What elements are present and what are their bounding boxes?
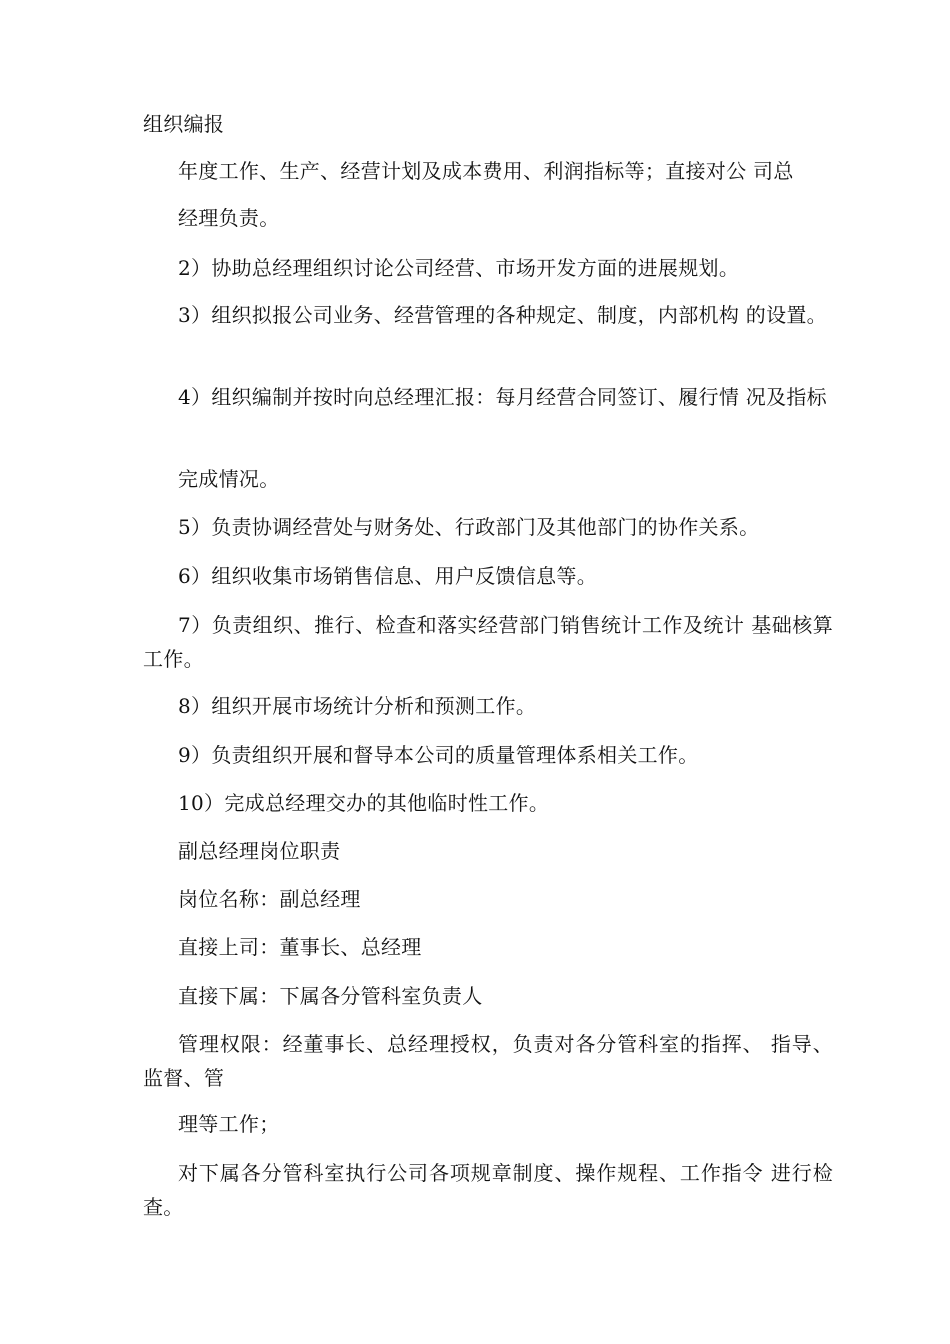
list-item: 6）组织收集市场销售信息、用户反馈信息等。 <box>178 564 598 588</box>
paragraph-line: 年度工作、生产、经营计划及成本费用、利润指标等；直接对公 司总 <box>178 159 794 183</box>
paragraph-line: 管理权限：经董事长、总经理授权，负责对各分管科室的指挥、 指导、监督、管 <box>143 1032 833 1090</box>
paragraph-line: 直接上司：董事长、总经理 <box>178 935 422 959</box>
paragraph-line: 经理负责。 <box>178 206 280 230</box>
list-item: 5）负责协调经营处与财务处、行政部门及其他部门的协作关系。 <box>178 515 760 539</box>
paragraph-line: 对下属各分管科室执行公司各项规章制度、操作规程、工作指令 进行检查。 <box>143 1161 833 1219</box>
paragraph-line: 完成情况。 <box>178 467 280 491</box>
paragraph-line: 岗位名称：副总经理 <box>178 887 361 911</box>
list-item: 2）协助总经理组织讨论公司经营、市场开发方面的进展规划。 <box>178 256 740 280</box>
paragraph-line: 直接下属：下属各分管科室负责人 <box>178 984 483 1008</box>
list-item: 3）组织拟报公司业务、经营管理的各种规定、制度，内部机构 的设置。 <box>178 303 827 327</box>
list-item: 7）负责组织、推行、检查和落实经营部门销售统计工作及统计 基础核算工作。 <box>143 613 833 671</box>
section-heading: 副总经理岗位职责 <box>178 839 341 863</box>
list-item: 10）完成总经理交办的其他临时性工作。 <box>178 791 550 815</box>
list-item: 9）负责组织开展和督导本公司的质量管理体系相关工作。 <box>178 743 699 767</box>
paragraph-line: 组织编报 <box>143 112 225 136</box>
paragraph-line: 理等工作； <box>178 1112 280 1136</box>
list-item: 8）组织开展市场统计分析和预测工作。 <box>178 694 537 718</box>
list-item: 4）组织编制并按时向总经理汇报：每月经营合同签订、履行情 况及指标 <box>178 385 827 409</box>
